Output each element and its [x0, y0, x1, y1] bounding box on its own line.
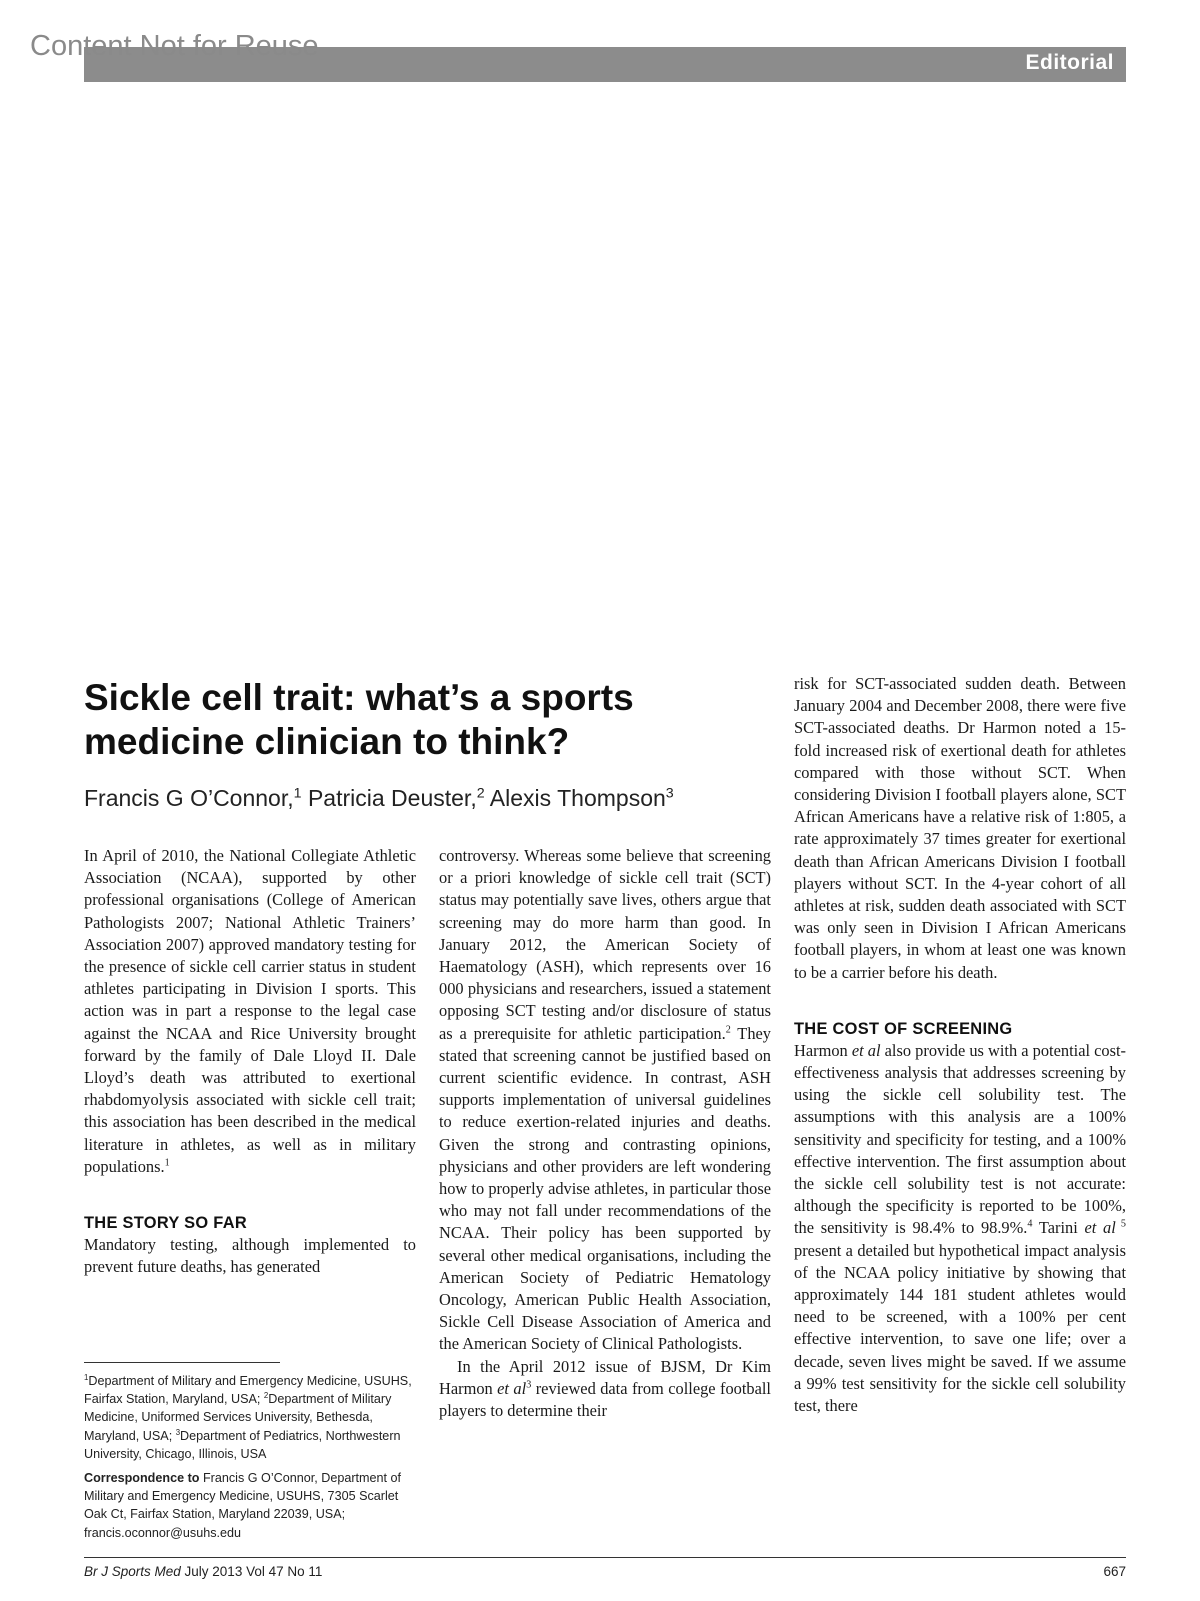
body-column-1: [84, 845, 416, 1278]
affiliation-mark: 1: [84, 1372, 89, 1382]
body-column-2: [439, 845, 771, 1422]
reference-mark: 5: [1115, 1219, 1126, 1230]
correspondence-text: Francis G O’Connor, Department of Military and Emergency Medicine, USUHS, 7305 Scarlet Oak Ct, Fairfax Station, Maryland 22039, USA; francis.oconnor@usuhs.edu: [84, 1471, 402, 1540]
correspondence-label: Correspondence to: [84, 1471, 200, 1486]
body-paragraph: [84, 845, 416, 1178]
watermark-text: Content Not for Reuse: [30, 30, 319, 62]
paragraph-text: In the April 2012 issue of BJSM, Dr Kim Harmon: [439, 1356, 771, 1398]
author-list: [84, 785, 674, 812]
body-paragraph: [439, 845, 771, 1356]
affiliation-mark: 3: [175, 1427, 181, 1437]
paragraph-text: They stated that screening cannot be justified based on current scientific evidence. In contrast, ASH supports implementation of universal guidelines to reduce exertion-related injuries and deaths. Given the strong and contrasting opinions, physicians and other providers are left wondering how to properly advise athletes, in particular those who may not fall under recommendations of the NCAA. Their policy has been supported by several other medical organisations, including the American Society of Pediatric Hematology Oncology, American Public Health Association, Sickle Cell Disease Association of America and the American Society of Clinical Pathologists.: [439, 1023, 771, 1354]
page-number: 667: [1103, 1564, 1126, 1579]
reference-mark: 3: [526, 1379, 532, 1391]
body-column-3: [794, 673, 1126, 1417]
body-paragraph: Mandatory testing, although implemented to prevent future deaths, has generated: [84, 1235, 416, 1277]
footnote-divider: [84, 1362, 280, 1363]
author-affiliation-mark: 1: [293, 785, 302, 802]
affiliation-text: Department of Military and Emergency Medicine, USUHS, Fairfax Station, Maryland, USA;: [84, 1374, 412, 1407]
journal-citation: [84, 1564, 322, 1579]
reference-mark: 4: [1027, 1219, 1033, 1230]
section-label: Editorial: [1025, 51, 1114, 74]
article-title: Sickle cell trait: what’s a sports medicine clinician to think?: [84, 677, 634, 762]
body-paragraph: [439, 1356, 771, 1423]
author-name: Francis G O’Connor,: [84, 785, 294, 811]
italic-text: et al: [497, 1378, 527, 1398]
author-affiliation-mark: 3: [665, 785, 674, 802]
paragraph-text: Harmon: [794, 1040, 852, 1060]
author-affiliation-mark: 2: [476, 785, 485, 802]
affiliation-mark: 2: [263, 1391, 269, 1401]
affiliation-text: Department of Military Medicine, Uniformed Services University, Bethesda, Maryland, USA;: [84, 1392, 392, 1443]
affiliation-text: Department of Pediatrics, Northwestern University, Chicago, Illinois, USA: [84, 1428, 401, 1461]
body-paragraph: [794, 1040, 1126, 1417]
paragraph-text: reviewed data from college football players to determine their: [439, 1378, 771, 1421]
italic-text: et al: [851, 1040, 881, 1060]
journal-name: Br J Sports Med: [84, 1564, 181, 1579]
paragraph-text: Tarini: [1032, 1218, 1085, 1238]
author-name: Alexis Thompson: [489, 785, 666, 811]
footnotes: [84, 1372, 420, 1548]
affiliations: [84, 1372, 420, 1463]
paragraph-text: controversy. Whereas some believe that screening or a priori knowledge of sickle cell trait (SCT) status may potentially save lives, others argue that screening may do more harm than good. In January 2012, the American Society of Haematology (ASH), which represents over 16 000 physicians and researchers, issued a statement opposing SCT testing and/or disclosure of status as a prerequisite for athletic participation.: [439, 846, 771, 1043]
reference-mark: 1: [164, 1157, 170, 1169]
reference-mark: 2: [725, 1024, 731, 1036]
paragraph-text: present a detailed but hypothetical impact analysis of the NCAA policy initiative by showing that approximately 144 181 student athletes would need to be screened, with a 100% per cent effective intervention, to save one life; over a decade, seven lives might be saved. If we assume a 99% test sensitivity for the sickle cell solubility test, there: [794, 1240, 1126, 1416]
italic-text: et al: [1084, 1218, 1116, 1238]
section-heading-story-so-far: THE STORY SO FAR: [84, 1214, 247, 1233]
journal-issue: July 2013 Vol 47 No 11: [180, 1564, 323, 1579]
author-name: Patricia Deuster,: [307, 785, 477, 811]
paragraph-text: also provide us with a potential cost-effectiveness analysis that addresses screening by using the sickle cell solubility test. The assumptions with this analysis are a 100% sensitivity and specificity for testing, and a 100% effective intervention. The first assumption about the sickle cell solubility test is not accurate: although the specificity is reported to be 100%, the sensitivity is 98.4% to 98.9%.: [794, 1040, 1126, 1238]
section-heading-cost-of-screening: THE COST OF SCREENING: [794, 1019, 1013, 1038]
correspondence: [84, 1469, 420, 1542]
footer-divider: [84, 1557, 1126, 1558]
body-paragraph: risk for SCT-associated sudden death. Between January 2004 and December 2008, there were five SCT-associated deaths. Dr Harmon noted a 15-fold increased risk of exertional death for athletes compared with those without SCT. When considering Division I football players alone, SCT African Americans have a relative risk of 1:805, a rate approximately 37 times greater for exertional death than African Americans Division I football players without SCT. In the 4-year cohort of all athletes at risk, sudden death associated with SCT was only seen in Division I African Americans football players, in whom at least one was known to be a carrier before his death.: [794, 674, 1126, 982]
paragraph-text: In April of 2010, the National Collegiate Athletic Association (NCAA), supported by other professional organisations (College of American Pathologists 2007; National Athletic Trainers’ Association 2007) approved mandatory testing for the presence of sickle cell carrier status in student athletes participating in Division I sports. This action was in part a response to the legal case against the NCAA and Rice University brought forward by the family of Dale Lloyd II. Dale Lloyd’s death was attributed to exertional rhabdomyolysis associated with sickle cell trait; this association has been described in the medical literature in athletes, as well as in military populations.: [84, 846, 416, 1176]
